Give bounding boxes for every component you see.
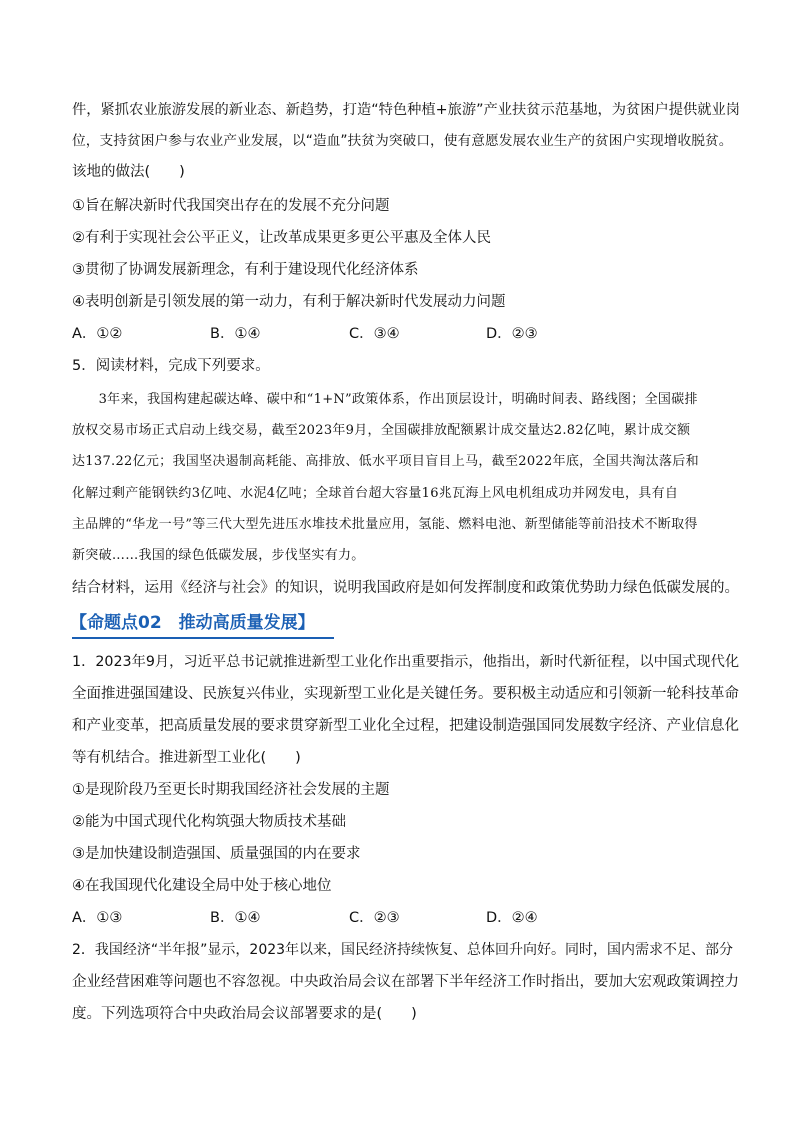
q5-question: 结合材料，运用《经济与社会》的知识，说明我国政府是如何发挥制度和政策优势助力绿色低碳发展的。 [72, 580, 739, 596]
p1-statement-2: ②能为中国式现代化构筑强大物质技术基础 [72, 814, 346, 830]
q5-passage-line-6: 新突破……我国的绿色低碳发展，步伐坚实有力。 [72, 548, 365, 563]
p1-option-c: C．②③ [349, 910, 400, 926]
p2-stem: 度。下列选项符合中央政治局会议部署要求的是( ) [72, 1006, 417, 1022]
q4-statement-4: ④表明创新是引领发展的第一动力，有利于解决新时代发展动力问题 [72, 294, 506, 310]
q5-passage-line-4: 化解过剩产能钢铁约3亿吨、水泥4亿吨；全球首台超大容量16兆瓦海上风电机组成功并网发电，具有自 [72, 486, 679, 501]
p1-statement-3: ③是加快建设制造强国、质量强国的内在要求 [72, 846, 361, 862]
p2-line-2: 企业经营困难等问题也不容忽视。中央政治局会议在部署下半年经济工作时指出，要加大宏观政策调控力 [72, 974, 739, 990]
q4-statement-2: ②有利于实现社会公平正义，让改革成果更多更公平惠及全体人民 [72, 230, 491, 246]
p1-line-3: 和产业变革，把高质量发展的要求贯穿新型工业化全过程，把建设制造强国同发展数字经济、产业信息化 [72, 718, 739, 734]
p1-line-1: 1．2023年9月，习近平总书记就推进新型工业化作出重要指示，他指出，新时代新征程，以中国式现代化 [72, 654, 740, 670]
p1-statement-4: ④在我国现代化建设全局中处于核心地位 [72, 878, 332, 894]
q4-option-b: B．①④ [210, 326, 261, 342]
q5-passage-line-2: 放权交易市场正式启动上线交易，截至2023年9月，全国碳排放配额累计成交量达2.82亿吨，累计成交额 [72, 423, 691, 438]
q4-option-a: A．①② [72, 326, 123, 342]
section-heading-underline [72, 637, 334, 639]
q4-statement-1: ①旨在解决新时代我国突出存在的发展不充分问题 [72, 198, 390, 214]
p1-option-b: B．①④ [210, 910, 261, 926]
q5-intro: 5．阅读材料，完成下列要求。 [72, 358, 270, 374]
q5-passage-line-5: 主品牌的“华龙一号”等三代大型先进压水堆技术批量应用，氢能、燃料电池、新型储能等前沿技术不断取得 [72, 517, 698, 532]
q4-option-c: C．③④ [349, 326, 400, 342]
q4-option-d: D．②③ [486, 326, 538, 342]
p1-option-d: D．②④ [486, 910, 538, 926]
q4-stem: 该地的做法( ) [72, 164, 185, 180]
p1-line-2: 全面推进强国建设、民族复兴伟业，实现新型工业化是关键任务。要积极主动适应和引领新一轮科技革命 [72, 686, 739, 702]
q4-line-1: 件，紧抓农业旅游发展的新业态、新趋势，打造“特色种植+旅游”产业扶贫示范基地，为贫困户提供就业岗 [72, 102, 740, 118]
p1-stem: 等有机结合。推进新型工业化( ) [72, 750, 301, 766]
p1-option-a: A．①③ [72, 910, 123, 926]
p2-line-1: 2．我国经济“半年报”显示，2023年以来，国民经济持续恢复、总体回升向好。同时，国内需求不足、部分 [72, 942, 734, 958]
q4-line-2: 位，支持贫困户参与农业产业发展，以“造血”扶贫为突破口，使有意愿发展农业生产的贫困户实现增收脱贫。 [72, 133, 733, 149]
p1-statement-1: ①是现阶段乃至更长时期我国经济社会发展的主题 [72, 782, 390, 798]
section-heading: 【命题点02 推动高质量发展】 [70, 613, 315, 633]
q5-passage-line-1: 3年来，我国构建起碳达峰、碳中和“1+N”政策体系，作出顶层设计，明确时间表、路线图；全国碳排 [72, 392, 698, 407]
q4-statement-3: ③贯彻了协调发展新理念，有利于建设现代化经济体系 [72, 262, 419, 278]
q5-passage-line-3: 达137.22亿元；我国坚决遏制高耗能、高排放、低水平项目盲目上马，截至2022年底，全国共淘汰落后和 [72, 454, 699, 469]
